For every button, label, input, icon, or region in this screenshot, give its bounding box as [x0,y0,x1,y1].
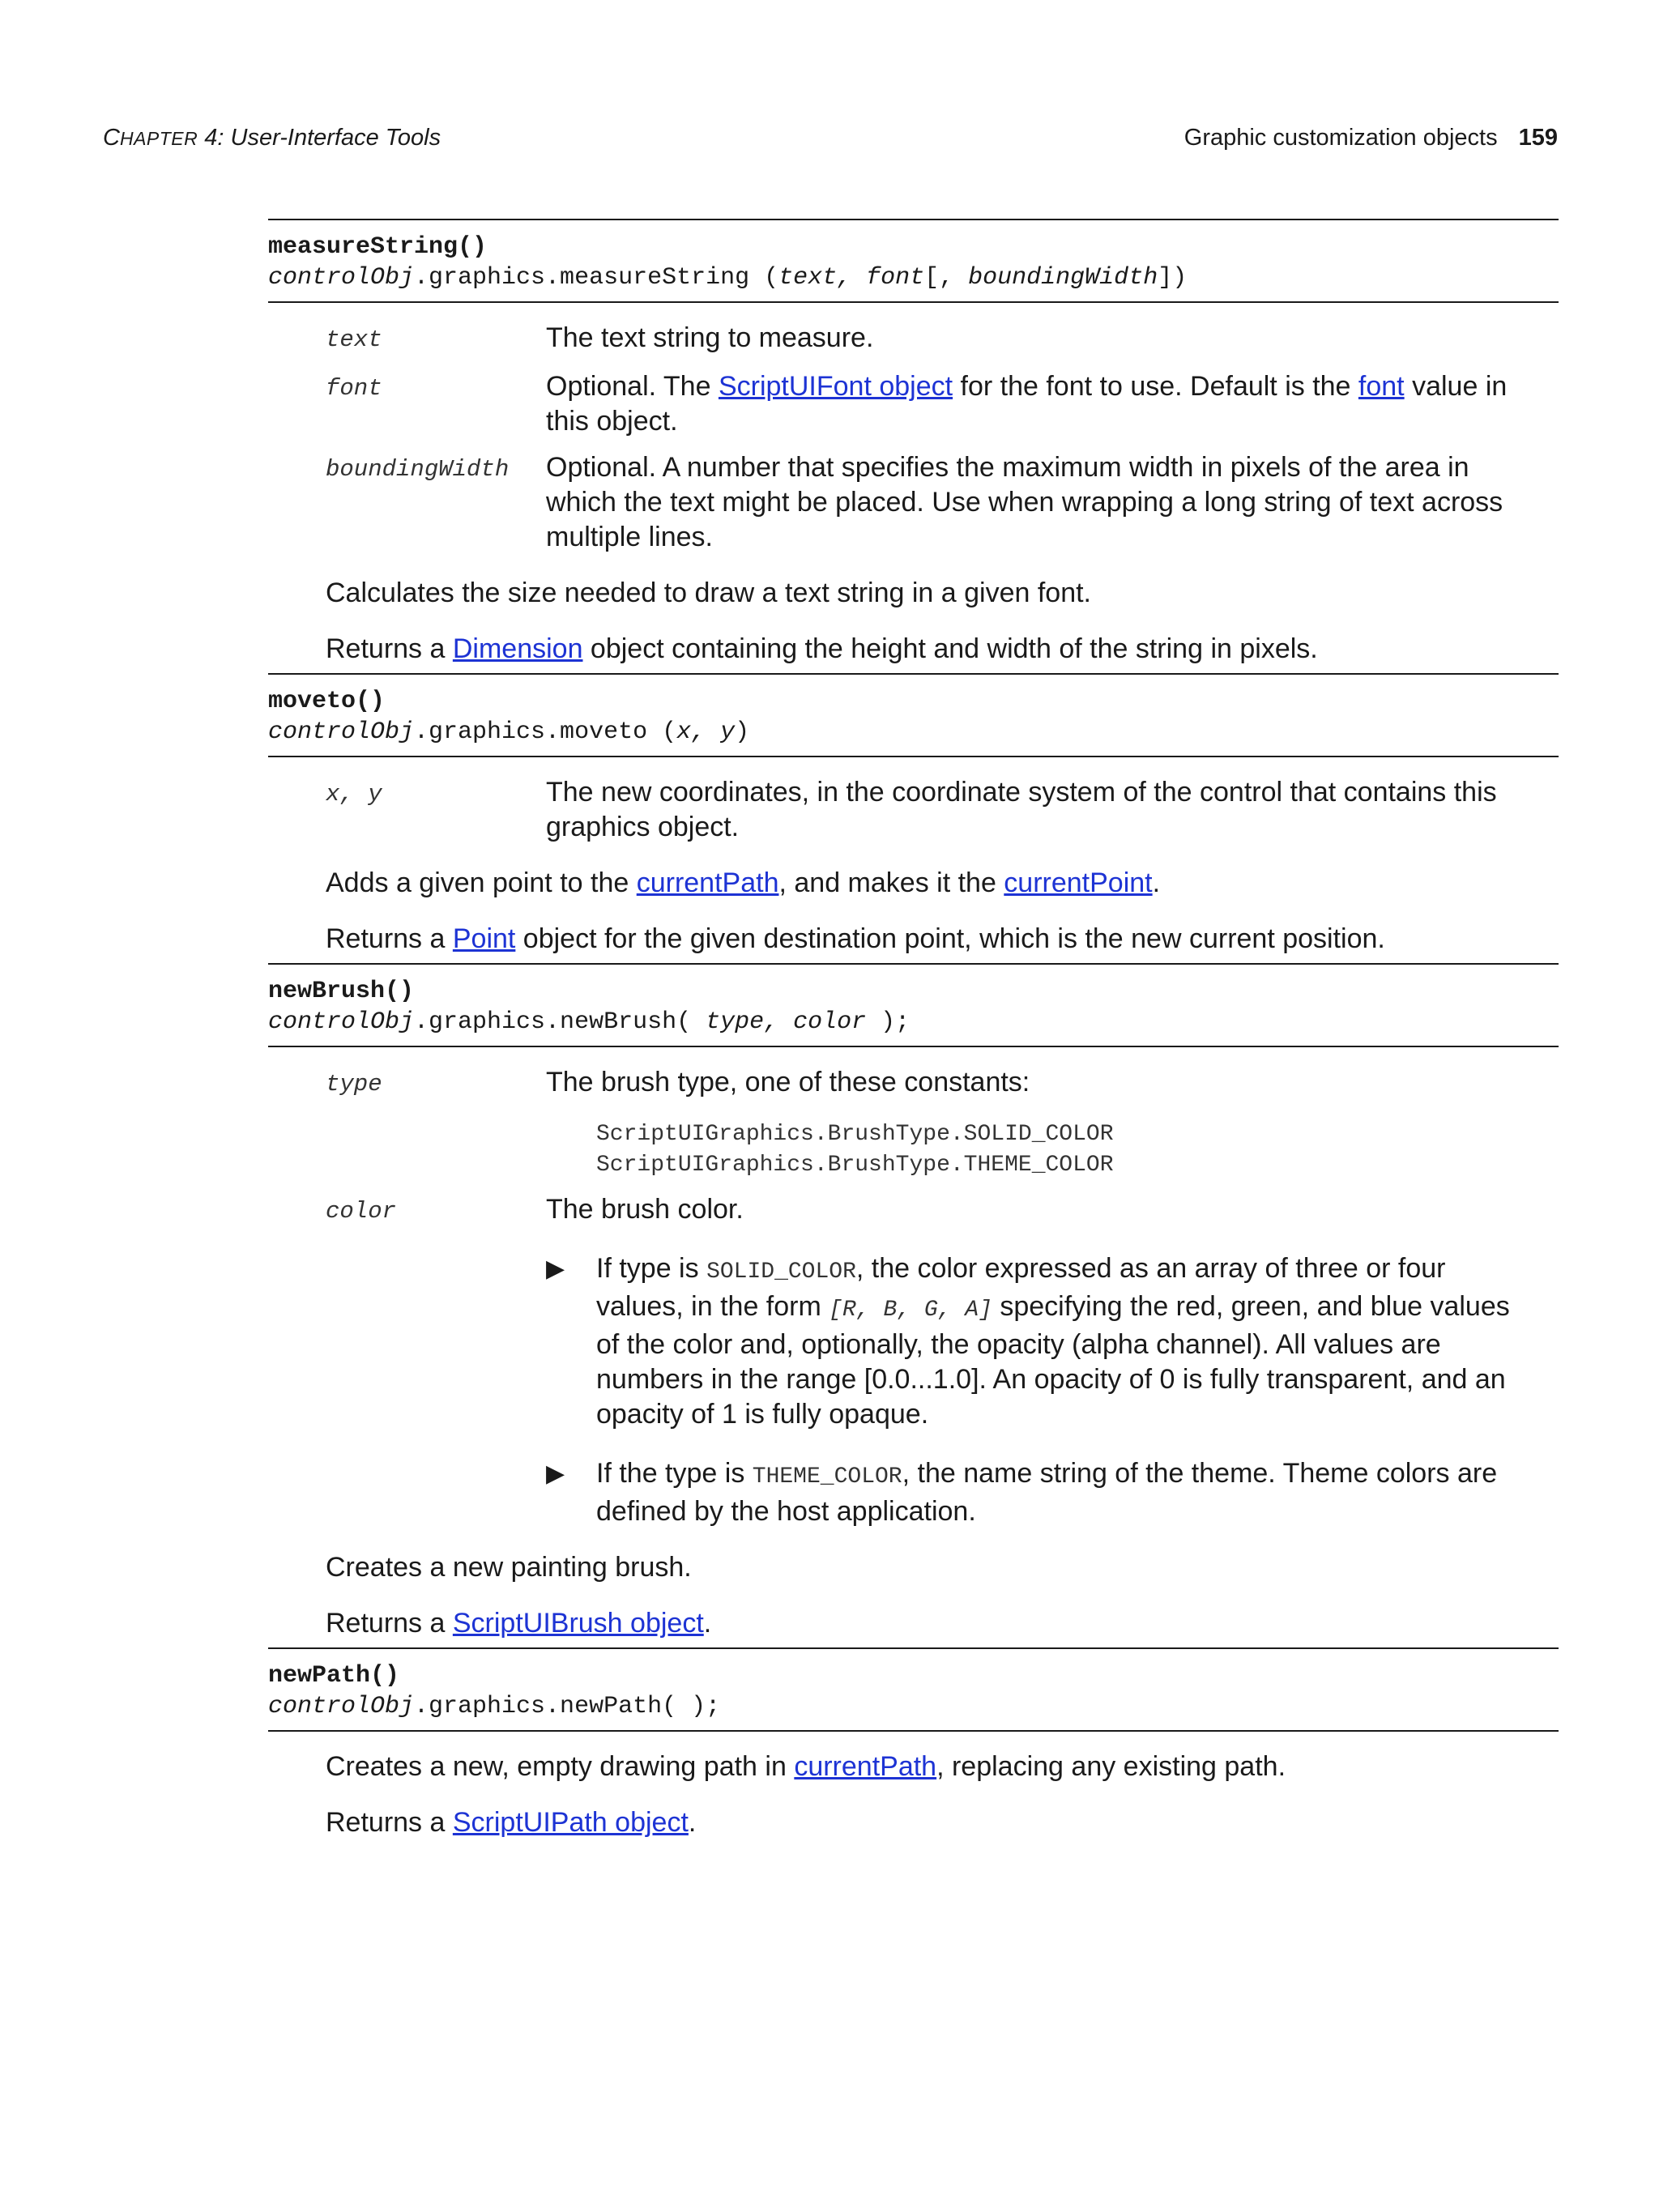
param-description: The text string to measure. [546,322,874,353]
sig-call: .graphics.newBrush( [414,1008,706,1036]
param-row [326,321,1559,358]
param-description [546,1065,1559,1181]
currentpath-link[interactable]: currentPath [794,1751,937,1782]
sig-call: .graphics.measureString ( [414,264,779,292]
text-run: If type is [596,1253,707,1284]
constant-theme-color: ScriptUIGraphics.BrushType.THEME_COLOR [596,1153,1114,1178]
text-run: . [1152,867,1161,898]
method-prototype [268,1007,1559,1038]
sig-close: ]) [1158,264,1188,292]
param-name: color [326,1198,397,1225]
text-run: Returns a [326,923,453,954]
method-body-measurestring [268,303,1559,673]
method-prototype [268,262,1559,293]
text-run: Creates a new, empty drawing path in [326,1751,795,1782]
text-run: Returns a [326,1807,453,1838]
text-run: , replacing any existing path. [936,1751,1286,1782]
method-name: moveto() [268,688,386,715]
currentpoint-link[interactable]: currentPoint [1004,867,1153,898]
param-description [546,1192,1559,1529]
inline-code: SOLID_COLOR [706,1259,856,1285]
text-run: Returns a [326,1608,453,1639]
sig-object: controlObj [268,718,415,746]
point-link[interactable]: Point [452,923,516,954]
param-name: boundingWidth [326,456,510,483]
sig-close: ); [866,1008,911,1036]
constant-solid-color: ScriptUIGraphics.BrushType.SOLID_COLOR [596,1122,1114,1147]
param-description: Optional. A number that specifies the maximum width in pixels of the area in which the text might be placed. Use when wrapping a long string of text across multiple lines. [546,452,1503,552]
method-signature-measurestring [268,220,1559,301]
method-returns [326,1805,1559,1840]
text-run: object for the given destination point, which is the new current position. [515,923,1385,954]
text-run: value in this object. [546,371,1508,437]
bullet-text [596,1456,1542,1529]
method-name: newBrush() [268,978,415,1005]
text-run: Adds a given point to the [326,867,637,898]
sig-close: ) [735,718,750,746]
param-row [326,1065,1559,1181]
param-description: The new coordinates, in the coordinate system of the control that contains this graphics object. [546,777,1497,842]
param-description-text: The brush type, one of these constants: [546,1067,1030,1097]
method-returns [326,1606,1559,1641]
text-run: If the type is [596,1458,753,1489]
text-run: , and makes it the [778,867,1004,898]
method-summary: Calculates the size needed to draw a text string in a given font. [326,578,1091,608]
method-body-newbrush [268,1047,1559,1647]
method-summary [326,866,1559,901]
dimension-link[interactable]: Dimension [452,633,583,664]
chapter-title [103,125,441,151]
constant-list [596,1119,1542,1181]
sig-call: .graphics.newPath( ); [414,1693,721,1720]
page-content [268,219,1559,1847]
inline-code: [R, B, G, A] [829,1298,992,1323]
bullet-item [546,1251,1542,1432]
param-row [326,369,1559,439]
chapter-word: HAPTER [119,128,198,149]
scriptuifont-link[interactable]: ScriptUIFont object [718,371,953,402]
param-row [326,450,1559,555]
method-prototype [268,717,1559,748]
sig-args: type, color [706,1008,867,1036]
font-link[interactable]: font [1358,371,1405,402]
sig-call: .graphics.moveto ( [414,718,677,746]
sig-object: controlObj [268,1008,415,1036]
method-name: newPath() [268,1662,400,1690]
inline-code: THEME_COLOR [752,1464,902,1490]
param-description [546,369,1559,439]
scriptuipath-link[interactable]: ScriptUIPath object [452,1807,689,1838]
method-signature-newpath [268,1649,1559,1730]
text-run: . [703,1608,712,1639]
method-summary: Creates a new painting brush. [326,1552,692,1583]
method-signature-moveto [268,675,1559,756]
bullet-triangle-icon: ▶ [546,1460,565,1487]
param-name: font [326,375,382,402]
sig-args: x, y [676,718,736,746]
chapter-prefix: C [103,125,120,151]
method-body-moveto [268,757,1559,963]
text-run: , the color expressed as an array of three or four values, in the form [596,1253,1446,1322]
page-number: 159 [1518,125,1558,151]
method-signature-newbrush [268,965,1559,1046]
section-name: Graphic customization objects [1183,125,1498,151]
bullet-triangle-icon: ▶ [546,1255,565,1282]
param-row [326,775,1559,845]
scriptuibrush-link[interactable]: ScriptUIBrush object [452,1608,704,1639]
text-run: for the font to use. Default is the [953,371,1358,402]
method-summary [326,1750,1559,1784]
method-returns [326,632,1559,667]
sig-args: text, font [778,264,925,292]
bullet-text [596,1251,1542,1432]
currentpath-link[interactable]: currentPath [636,867,779,898]
method-name: measureString() [268,233,488,261]
text-run: . [688,1807,697,1838]
method-returns [326,922,1559,957]
chapter-number: 4: User-Interface Tools [198,125,441,151]
param-description-text: The brush color. [546,1194,744,1225]
sig-object: controlObj [268,1693,415,1720]
text-run: Optional. The [546,371,719,402]
param-row [326,1192,1559,1529]
text-run: , the name string of the theme. Theme colors are defined by the host application. [596,1458,1498,1527]
page-header [103,125,1558,164]
sig-object: controlObj [268,264,415,292]
sig-optional-arg: boundingWidth [968,264,1158,292]
sig-optional-open: [, [924,264,969,292]
param-name: x, y [326,781,382,808]
text-run: specifying the red, green, and blue values of the color and, optionally, the opacity (alpha channel). All values are numbers in the range [0.0...1.0]. An opacity of 0 is fully transparent, and an opacity of 1 is fully opaque. [596,1291,1510,1430]
bullet-item [546,1456,1542,1529]
method-body-newpath [268,1732,1559,1847]
section-title [1184,125,1558,151]
param-name: type [326,1071,382,1097]
method-prototype [268,1691,1559,1722]
text-run: Returns a [326,633,453,664]
param-name: text [326,326,382,353]
text-run: object containing the height and width of the string in pixels. [582,633,1318,664]
